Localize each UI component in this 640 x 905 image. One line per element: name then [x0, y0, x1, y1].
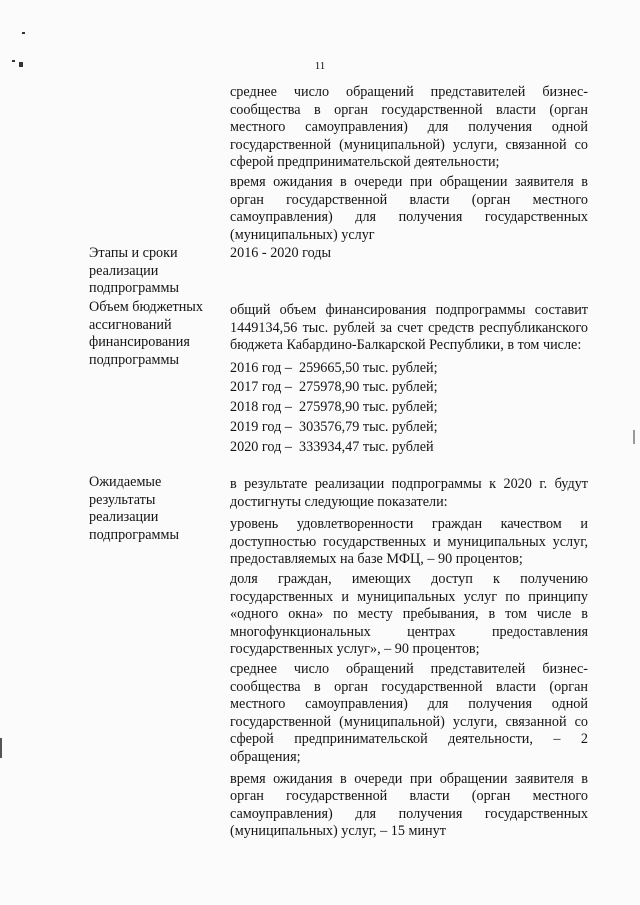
results-block — [230, 476, 588, 841]
results-label: Ожидаемые результаты реализации подпрограммы — [89, 474, 179, 543]
scan-speck — [0, 738, 2, 758]
budget-label: Объем бюджетных ассигнований финансирования подпрограммы — [89, 299, 203, 368]
stages-label: Этапы и сроки реализации подпрограммы — [89, 245, 179, 297]
budget-block — [230, 302, 588, 457]
result-item: уровень удовлетворенности граждан качеством и доступностью государственных и муниципальных услуг, предоставляемых на базе МФЦ, – 90 процентов; — [230, 516, 588, 568]
scan-speck — [22, 32, 25, 34]
budget-year-line: 2017 год – 275978,90 тыс. рублей; — [230, 379, 438, 396]
budget-intro: общий объем финансирования подпрограммы составит 1449134,56 тыс. рублей за счет средств республиканского бюджета Кабардино-Балкарской Республики, в том числе: — [230, 302, 588, 354]
stages-value: 2016 - 2020 годы — [230, 245, 332, 261]
budget-year-line: 2019 год – 303576,79 тыс. рублей; — [230, 418, 438, 435]
budget-year-line: 2020 год – 333934,47 тыс. рублей — [230, 438, 434, 455]
top-paragraph-1: среднее число обращений представителей бизнес-сообщества в орган государственной власти (орган местного самоуправления) для получения одной государственной (муниципальной) услуги, связанной со сферой предпринимательской деятельности; — [230, 84, 588, 171]
results-intro: в результате реализации подпрограммы к 2020 г. будут достигнуты следующие показатели: — [230, 476, 588, 510]
result-item: среднее число обращений представителей бизнес-сообщества в орган государственной власти (орган местного самоуправления) для получения одной государственной (муниципальной) услуги, связанной со сферой предпринимательской деятельности, – 2 обращения; — [230, 660, 588, 765]
top-paragraph-2: время ожидания в очереди при обращении заявителя в орган государственной власти (орган местного самоуправления) для получения государственных (муниципальных) услуг — [230, 173, 588, 243]
budget-year-line: 2016 год – 259665,50 тыс. рублей; — [230, 359, 438, 376]
result-item: время ожидания в очереди при обращении заявителя в орган государственной власти (орган местного самоуправления) для получения государственных (муниципальных) услуг, – 15 минут — [230, 770, 588, 840]
top-block — [230, 84, 588, 244]
scan-speck — [633, 430, 635, 444]
page-number: 11 — [314, 60, 326, 72]
result-item: доля граждан, имеющих доступ к получению государственных и муниципальных услуг по принципу «одного окна» по месту пребывания, в том числе в многофункциональных центрах предоставления государственных услуг», – 90 процентов; — [230, 570, 588, 658]
budget-year-line: 2018 год – 275978,90 тыс. рублей; — [230, 399, 438, 416]
